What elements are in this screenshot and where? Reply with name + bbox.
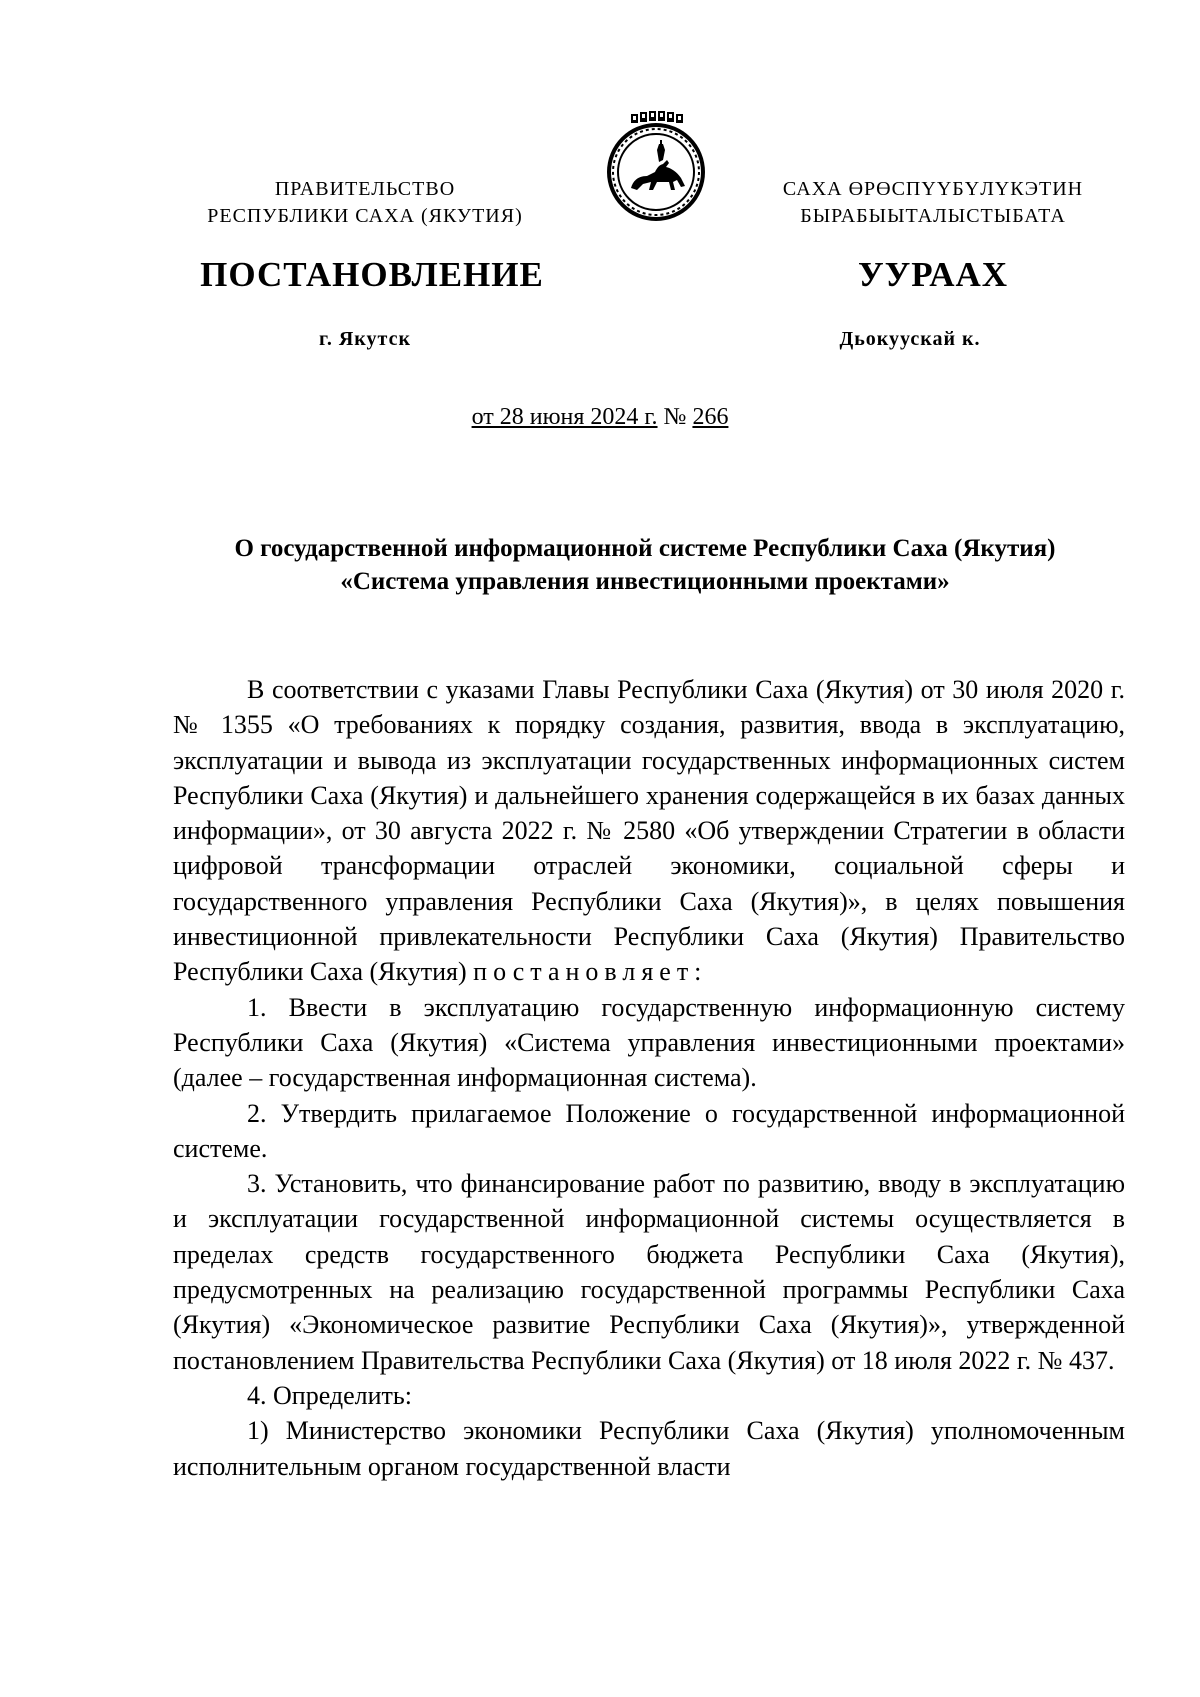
preamble-paragraph — [173, 672, 1125, 990]
document-body — [173, 672, 1125, 1484]
number-sign: № — [663, 404, 687, 430]
doc-type-russian: ПОСТАНОВЛЕНИЕ — [200, 255, 544, 294]
preamble-text: В соответствии с указами Главы Республики Саха (Якутия) от 30 июля 2020 г. № 1355 «О требованиях к порядку создания, развития, ввода в эксплуатацию, эксплуатации и вывода из эксплуатации государственных информационных систем Республики Саха (Якутия) и дальнейшего хранения содержащейся в их базах данных информации», от 30 августа 2022 г. № 2580 «Об утверждении Стратегии в области цифровой трансформации отраслей экономики, социальной сферы и государственного управления Республики Саха (Якутия)», в целях повышения инвестиционной привлекательности Республики Саха (Якутия) Правительство Республики Саха (Якутия) — [173, 675, 1125, 987]
item-4-1: 1) Министерство экономики Республики Саха (Якутия) уполномоченным исполнительным органом государственной власти — [173, 1416, 1125, 1481]
title-line2: «Система управления инвестиционными проектами» — [340, 568, 950, 595]
date-number-line — [0, 404, 1200, 431]
document-title — [150, 532, 1140, 598]
item-1: 1. Ввести в эксплуатацию государственную информационную систему Республики Саха (Якутия) «Система управления инвестиционными проектами» (далее – государственная информационная система). — [173, 992, 1125, 1093]
header-left-line1: ПРАВИТЕЛЬСТВО — [274, 178, 456, 200]
header-right-block — [718, 176, 1148, 230]
doc-type-yakut: УУРААХ — [857, 255, 1009, 294]
document-number: 266 — [692, 404, 729, 430]
document-date: от 28 июня 2024 г. — [471, 404, 658, 430]
header-right-line2: БЫРАБЫЫТАЛЫСТЫБАТА — [800, 205, 1066, 227]
item-2: 2. Утвердить прилагаемое Положение о государственной информационной системе. — [173, 1098, 1125, 1163]
city-yakut: Дьокуускай к. — [839, 328, 981, 350]
header-right-line1: САХА ӨРӨСПҮҮБҮЛҮКЭТИН — [782, 178, 1084, 200]
item-4: 4. Определить: — [247, 1380, 412, 1410]
header-left-line2: РЕСПУБЛИКИ САХА (ЯКУТИЯ) — [207, 205, 523, 227]
item-3: 3. Установить, что финансирование работ по развитию, вводу в эксплуатацию и эксплуатации государственной информационной системы осуществляется в пределах средств государственного бюджета Республики Саха (Якутия), предусмотренных на реализацию государственной программы Республики Саха (Якутия) «Экономическое развитие Республики Саха (Якутия)», утвержденной постановлением Правительства Республики Саха (Якутия) от 18 июля 2022 г. № 437. — [173, 1169, 1125, 1375]
resolves-word: постановляет: — [473, 957, 708, 987]
title-line1: О государственной информационной системе Республики Саха (Якутия) — [234, 535, 1056, 562]
header-left-block — [150, 176, 580, 230]
city-russian: г. Якутск — [319, 328, 411, 350]
sakha-coat-of-arms-icon — [603, 110, 709, 224]
